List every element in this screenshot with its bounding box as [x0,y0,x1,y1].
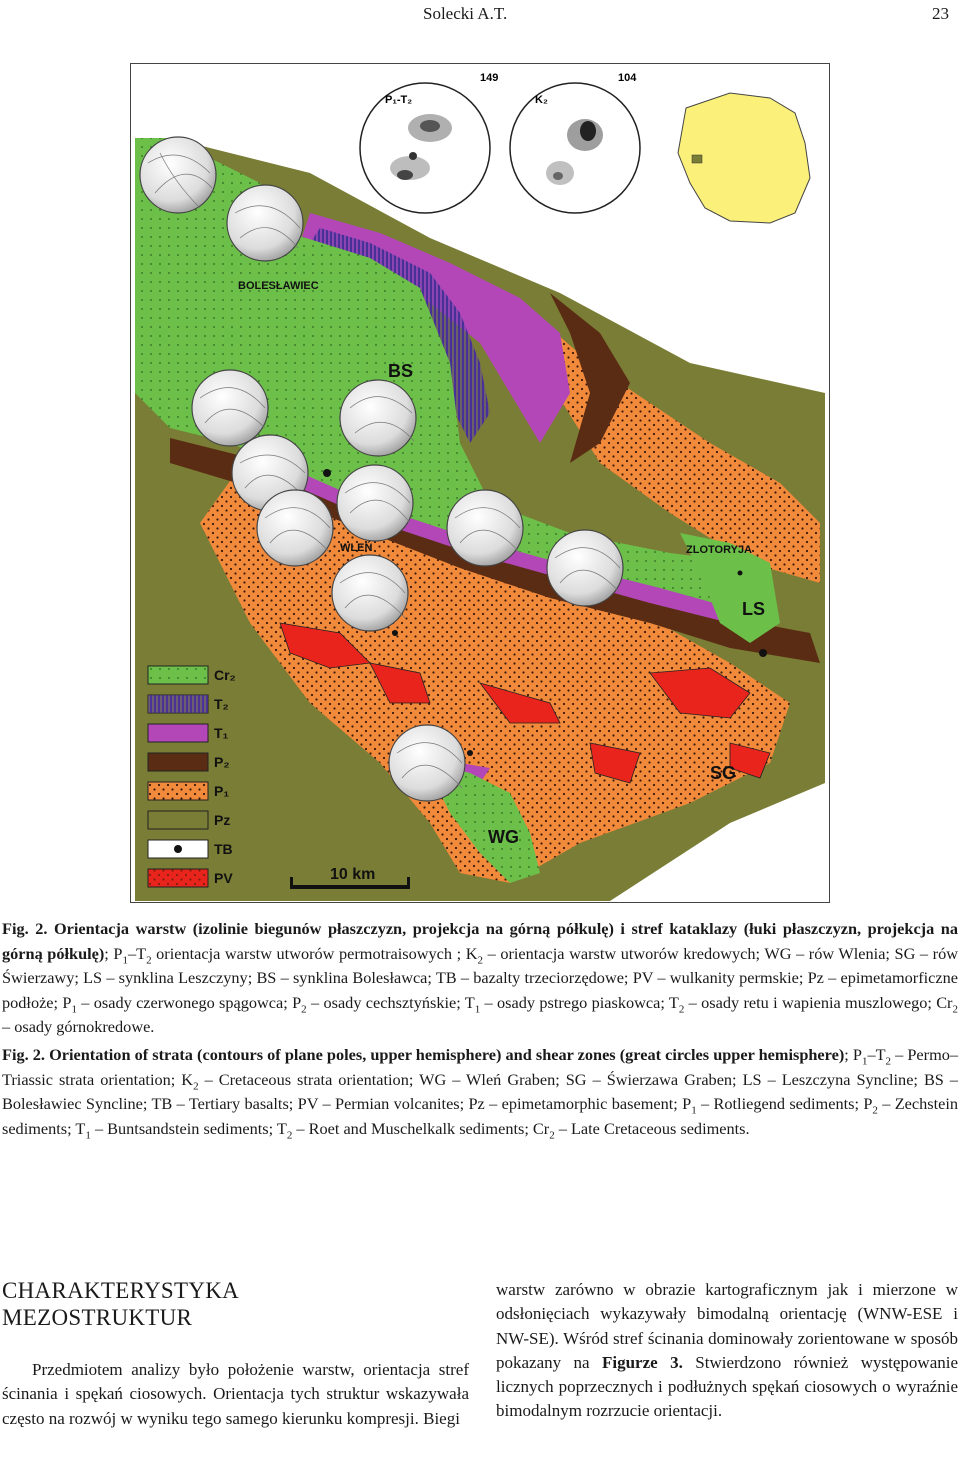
sphere-6 [337,465,413,541]
subscript: 1 [861,1055,868,1068]
subscript: 1 [71,1002,77,1015]
legend-item-p1 [148,782,229,800]
caption-en-text: –T [867,1045,886,1064]
legend-label-pv: PV [214,870,233,886]
label-bs: BS [388,361,414,381]
subscript: 1 [691,1104,697,1117]
caption-pl-text: – osady retu i wapienia muszlowego; Cr [684,992,953,1012]
caption-pl-text: – osady cechsztyńskie; T [306,992,475,1012]
caption-pl-text: ; P [104,943,123,963]
caption-en-text: – Rotliegend sediments; P [696,1094,873,1113]
label-zlotoryja: ZLOTORYJA [686,544,753,556]
legend-item-tb [148,840,233,858]
label-ls: LS [742,599,766,619]
legend-item-p2 [148,753,230,771]
caption-en-text: – Zechstein sediments; T [2,1094,959,1138]
legend-label-p2: P₂ [214,754,230,770]
caption-pl-text: – orientacja warstw utworów kredowych; WG – rów Wlenia; SG – rów Świerzawy; LS – synklina Leszczyny; BS – synklina Bolesławca; TB – bazalty trzeciorzędowe; PV – wulkanity permskie; Pz – epimetamorficzne podłoże; P [2,943,958,1012]
caption-pl-text: – osady pstrego piaskowca; T [480,992,679,1012]
legend-label-p1: P₁ [214,783,230,799]
legend-item-pv [148,869,233,887]
figure-reference: Figurze 3. [602,1352,683,1372]
subscript: 1 [474,1002,481,1015]
sphere-3 [192,370,268,446]
caption-pl-text: –T [127,943,147,963]
page-number: 23 [932,4,949,23]
body-right-part-b: Stwierdzono również występowanie licznych poprzecznych i podłużnych spękań ciosowych o wyraźnie bimodalnym rozrzucie orientacji. [496,1352,959,1421]
running-header-author: Solecki A.T. [423,4,508,23]
geological-map-svg [130,63,830,903]
caption-en-text: – Permo–Triassic strata orientation; K [2,1045,959,1089]
legend-label-pz: Pz [214,812,231,828]
label-wlen: WLEŃ [340,542,373,554]
caption-en-text: – Buntsandstein sediments; T [90,1118,287,1138]
subscript: 2 [885,1055,892,1068]
section-title-line-1: CHARAKTERYSTYKA [2,1278,240,1303]
body-right-part-a: warstw zarówno w obrazie kartograficznym jak i mierzone w odsłonięciach wykazywały bimodalną orientację (WNW-ESE i NW-SE). Wśród stref ścinania dominowały zorientowane w sposób pokazany na [496,1280,958,1372]
subscript: 2 [952,1002,958,1015]
legend-label-t1: T₁ [214,725,229,741]
legend-item-cr2 [148,666,236,684]
caption-pl-fig: Fig. 2. [2,919,48,938]
stereonet-title-p1-t2: P₁-T₂ [385,94,413,106]
geological-map-figure [130,63,830,903]
subscript: 2 [872,1104,878,1117]
subscript: 1 [122,953,128,966]
caption-pl-bold: Orientacja warstw (izolinie biegunów płaszczyzn, projekcja na górną półkulę) i stref kataklazy (łuki płaszczyzn, projekcja na górną półkulę) [2,919,958,963]
legend-label-t2: T₂ [214,696,229,712]
sphere-8 [447,490,523,566]
subscript: 2 [477,953,484,966]
caption-pl-text: – osady czerwonego spągowca; P [76,992,302,1012]
subscript: 2 [301,1002,307,1015]
caption-en-text: ; P [844,1045,862,1064]
caption-en-text: – Roet and Muschelkalk sediments; Cr [292,1118,550,1138]
legend-item-t1 [148,724,229,742]
subscript: 1 [85,1128,91,1141]
figure-caption-polish [2,917,958,1040]
subscript: 2 [549,1128,555,1141]
legend-label-tb: TB [214,841,233,857]
label-wg: WG [488,827,519,847]
subscript: 2 [678,1002,685,1015]
section-title-line-2: MEZOSTRUKTUR [2,1305,193,1330]
sphere-2 [227,185,303,261]
legend-label-cr2: Cr₂ [214,667,236,683]
body-text-left-column: Przedmiotem analizy było położenie warstw, orientacja stref ścinania i spękań ciosowych. Orientacja tych struktur wskazywała często na rozwój w wyniku tego samego kierunku kompresji. Biegi [2,1360,469,1428]
sphere-4 [340,380,416,456]
section-title [2,1277,239,1331]
figure-caption-english [2,1043,958,1141]
caption-en-text: – Cretaceous strata orientation; WG – Wleń Graben; SG – Świerzawa Graben; LS – Leszczyna Syncline; BS – Bolesławiec Syncline; TB – Tertiary basalts; PV – Permian volcanites; Pz – epimetamorphic basement; P [2,1069,959,1113]
scale-bar-label: 10 km [330,866,376,883]
stereonet-count-p1-t2: 149 [480,72,499,84]
sphere-10 [547,530,623,606]
sphere-9 [332,555,408,631]
subscript: 2 [286,1128,293,1141]
body-text-right-column [496,1278,958,1424]
caption-en-bold: Orientation of strata (contours of plane poles, upper hemisphere) and shear zones (great circles upper hemisphere) [49,1045,845,1064]
subscript: 2 [146,953,152,966]
caption-pl-text: orientacja warstw utworów permotraisowych ; K [151,943,478,963]
sphere-7 [257,490,333,566]
legend-item-pz [148,811,230,829]
stereonet-count-k2: 104 [618,72,637,84]
stereonet-title-k2: K₂ [535,94,548,106]
sphere-1 [140,137,216,213]
sphere-11 [389,725,465,801]
caption-en-fig: Fig. 2. [2,1045,45,1064]
caption-en-text: – Late Cretaceous sediments. [554,1118,750,1138]
caption-pl-text: – osady górnokredowe. [2,1017,155,1036]
label-sg: SG [710,763,737,783]
legend-item-t2 [148,695,229,713]
subscript: 2 [193,1079,199,1092]
label-boleslawiec: BOLESŁAWIEC [238,280,319,292]
